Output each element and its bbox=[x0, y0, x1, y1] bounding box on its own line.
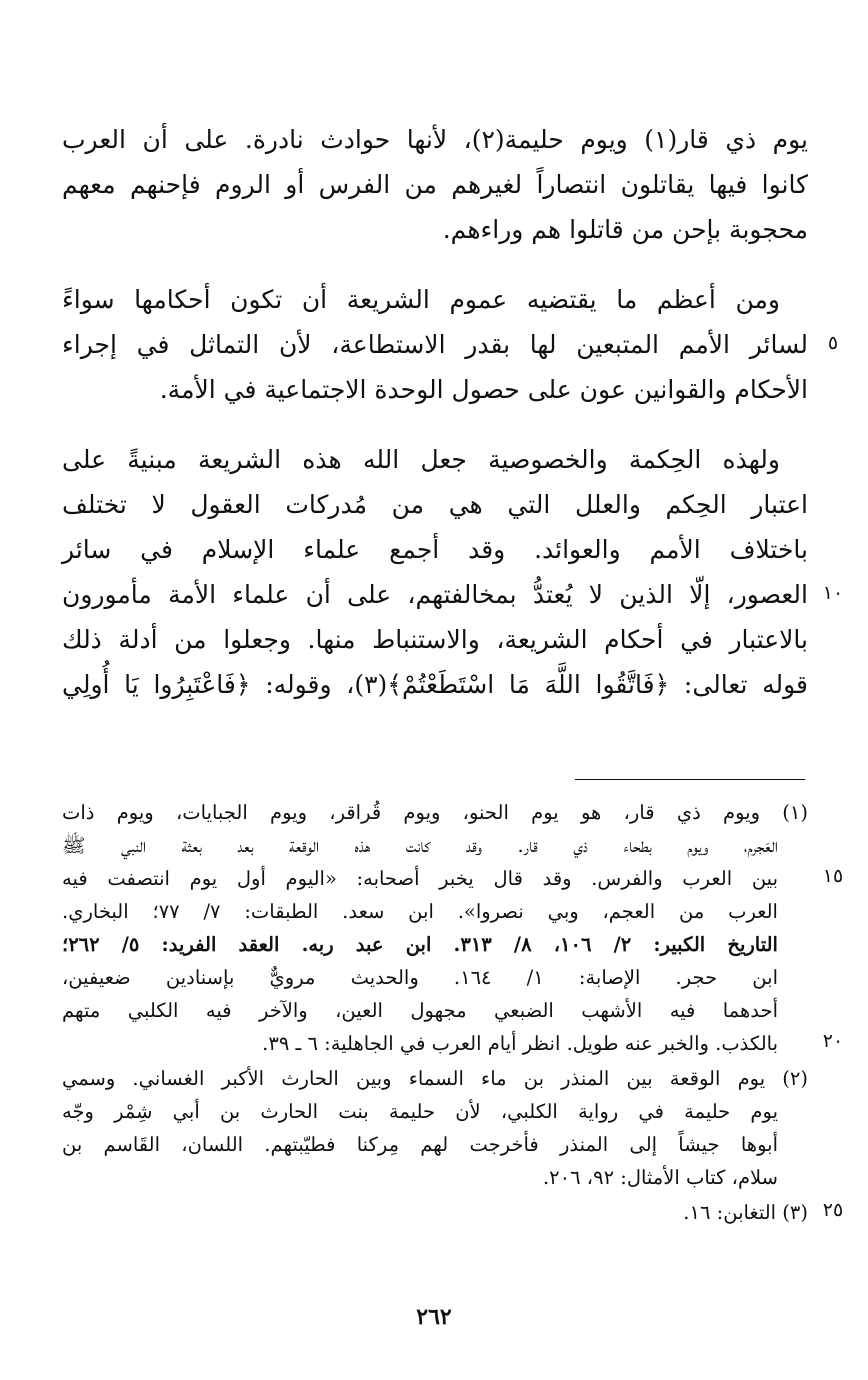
text-line: العصور، إلّا الذين لا يُعتدُّ بمخالفتهم، على أن علماء الأمة مأمورون bbox=[62, 580, 808, 609]
text-line: بالاعتبار في أحكام الشريعة، والاستنباط منها. وجعلوا من أدلة ذلك bbox=[62, 625, 808, 654]
footnote-line: (٣) التغابن: ١٦. bbox=[683, 1201, 808, 1224]
text-line: الأحكام والقوانين عون على حصول الوحدة الاجتماعية في الأمة. bbox=[159, 375, 808, 404]
text-line: كانوا فيها يقاتلون انتصاراً لغيرهم من الفرس أو الروم فإحنهم معهم bbox=[62, 170, 808, 199]
text-line: باختلاف الأمم والعوائد. وقد أجمع علماء الإسلام في سائر bbox=[62, 535, 808, 564]
footnote-line: أحدهما فيه الأشهب الضبعي مجهول العين، والآخر فيه الكلبي متهم bbox=[62, 999, 778, 1022]
footnote-line: يوم حليمة في رواية الكلبي، لأن حليمة بنت الحارث بن أبي شِمْر وجّه bbox=[62, 1100, 778, 1123]
line-number: ١٥ bbox=[822, 865, 844, 887]
line-number: ٢٥ bbox=[822, 1199, 844, 1221]
footnote-line: العَجرم، ويوم بطحاء ذي قار. وقد كانت هذه الوقعة بعد بعثة النبي ﷺ bbox=[62, 834, 778, 857]
footnote-line: العرب من العجم، وبي نصروا». ابن سعد. الطبقات: ٧/ ٧٧؛ البخاري. bbox=[62, 900, 778, 923]
text-line: قوله تعالى: ﴿فَاتَّقُوا اللَّهَ مَا اسْتَطَعْتُمْ﴾(٣)، وقوله: ﴿فَاعْتَبِرُوا يَا أُولِي bbox=[62, 670, 808, 699]
line-number: ٢٠ bbox=[822, 1030, 844, 1052]
page-number: ٢٦٢ bbox=[416, 1304, 452, 1330]
text-line: محجوبة بإحن من قاتلوا هم وراءهم. bbox=[442, 215, 808, 244]
footnotes bbox=[62, 0, 808, 1300]
text-line: يوم ذي قار(١) ويوم حليمة(٢)، لأنها حوادث نادرة. على أن العرب bbox=[62, 125, 808, 154]
footnote-line: أبوها جيشاً إلى المنذر فأخرجت لهم مِركنا فطيّبتهم. اللسان، القَاسم بن bbox=[62, 1133, 778, 1156]
text-line: اعتبار الحِكم والعلل التي هي من مُدركات العقول لا تختلف bbox=[62, 490, 808, 519]
footnote-line: (١) ويوم ذي قار، هو يوم الحنو، ويوم قُراقر، ويوم الجبايات، ويوم ذات bbox=[62, 801, 808, 824]
line-number: ١٠ bbox=[822, 582, 844, 604]
text-line: ومن أعظم ما يقتضيه عموم الشريعة أن تكون أحكامها سواءً bbox=[62, 285, 780, 314]
footnote-line: بين العرب والفرس. وقد قال يخبر أصحابه: «اليوم أول يوم انتصفت فيه bbox=[62, 867, 778, 890]
footnote-line: ابن حجر. الإصابة: ١/ ١٦٤. والحديث مرويٌّ بإسنادين ضعيفين، bbox=[62, 966, 778, 989]
footnote-line: سلام، كتاب الأمثال: ٩٢، ٢٠٦. bbox=[542, 1166, 778, 1189]
footnote-line: (٢) يوم الوقعة بين المنذر بن ماء السماء وبين الحارث الأكبر الغساني. وسمي bbox=[62, 1067, 808, 1090]
line-number: ٥ bbox=[827, 332, 839, 354]
footnote-line: التاريخ الكبير: ٢/ ١٠٦، ٨/ ٣١٣. ابن عبد ربه. العقد الفريد: ٥/ ٢٦٢؛ bbox=[62, 933, 778, 956]
text-line: ولهذه الحِكمة والخصوصية جعل الله هذه الشريعة مبنيةً على bbox=[62, 445, 780, 474]
text-line: لسائر الأمم المتبعين لها بقدر الاستطاعة، لأن التماثل في إجراء bbox=[62, 330, 808, 359]
footnote-line: بالكذب. والخبر عنه طويل. انظر أيام العرب في الجاهلية: ٦ ـ ٣٩. bbox=[262, 1032, 778, 1055]
